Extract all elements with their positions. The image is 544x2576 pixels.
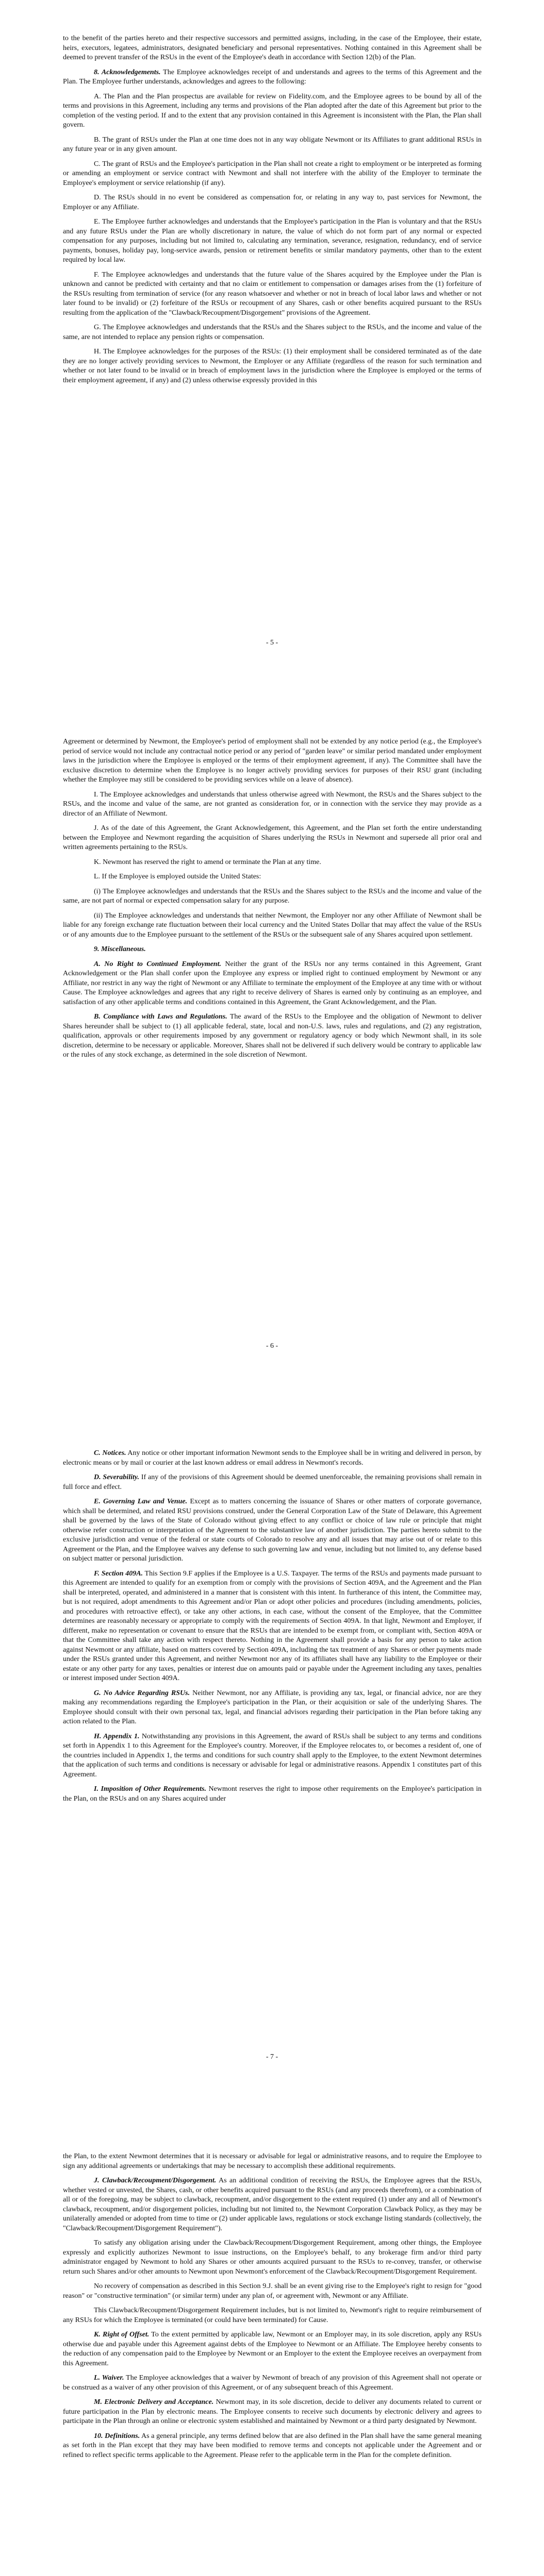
paragraph-8h: H. The Employee acknowledges for the purposes of the RSUs: (1) their employment shall be considered terminated as of the date they are no longer actively providing services to Newmont, the Employer or any Affiliate (regardless of the reason for such termination and whether or not later found to be invalid or in breach of employment laws in the jurisdiction where the Employee is employed or the terms of their employment agreement, if any) and (2) unless otherwise expressly provided in this [63,348,482,384]
section-9-miscellaneous: 9. Miscellaneous. [94,945,146,953]
page-6 [0,703,544,1406]
paragraph-9m: M. Electronic Delivery and Acceptance. Newmont may, in its sole discretion, decide to deliver any documents related to current or future participation in the Plan by electronic means. The Employee consents to receive such documents by electronic delivery and agrees to participate in the Plan through an online or electronic system established and maintained by Newmont or a third party designated by Newmont. [63,2398,482,2425]
paragraph-8b: B. The grant of RSUs under the Plan at one time does not in any way obligate Newmont or its Affiliates to grant additional RSUs in any future year or in any given amount. [63,135,482,153]
paragraph: This Clawback/Recoupment/Disgorgement Requirement includes, but is not limited to, Newmont's right to require reimbursement of any RSUs for which the Employee is terminated (or could have been terminated) for Cause. [63,2307,482,2324]
paragraph-9a: A. No Right to Continued Employment. Neither the grant of the RSUs nor any terms contained in this Agreement, Grant Acknowledgement or the Plan shall confer upon the Employee any express or implied right to continued employment by Newmont or any Affiliate, nor restrict in any way the right of Newmont or any Affiliate to terminate the employment of the Employee at any time with or without Cause. The Employee acknowledges and agrees that any right to receive delivery of Shares is earned only by continuing as an employee, and satisfaction of any other applicable terms and conditions contained in this Agreement, the Grant Acknowledgement, and the Plan. [63,960,482,1006]
page-body [63,1449,482,1809]
paragraph-9b: B. Compliance with Laws and Regulations. The award of the RSUs to the Employee and the obligation of Newmont to deliver Shares hereunder shall be subject to (1) all applicable federal, state, local and non-U.S. laws, rules and regulations, and (2) any registration, qualification, approvals or other requirements imposed by any government or regulatory agency or body which Newmont shall, in its sole discretion, determine to be necessary or applicable. Moreover, Shares shall not be delivered if such delivery would be contrary to applicable law or the rules of any stock exchange, as determined in the sole discretion of Newmont. [63,1013,482,1059]
paragraph-8a: A. The Plan and the Plan prospectus are available for review on Fidelity.com, and the Employee agrees to be bound by all of the terms and provisions in this Agreement, including any terms and provisions of the Plan adopted after the date of this Agreement but prior to the completion of the vesting period. If and to the extent that any provision contained in this Agreement is inconsistent with the Plan, the Plan shall govern. [63,92,482,129]
paragraph-9f: F. Section 409A. This Section 9.F applies if the Employee is a U.S. Taxpayer. The terms of the RSUs and payments made pursuant to this Agreement are intended to qualify for an exemption from or comply with the provisions of Section 409A, and the Agreement and the Plan shall be interpreted, operated, and administered in a manner that is consistent with this intent. In furtherance of this intent, the Committee may, but is not required, adopt amendments to this Agreement and/or Plan or adopt other policies and procedures (including amendments, policies, and procedures with retroactive effect), or take any other actions, in each case, without the consent of the Employee, that the Committee determines are reasonably necessary or appropriate to comply with the requirements of Section 409A. In that light, Newmont and Employer, if different, make no representation or covenant to ensure that the RSUs that are intended to be exempt from, or compliant with, Section 409A or that the Committee shall take any action with respect thereto. Nothing in the Agreement shall provide a basis for any person to take action against Newmont or any affiliate, based on matters covered by Section 409A, including the tax treatment of any Shares or other payments made under the RSUs granted under this Agreement, and neither Newmont nor any of its affiliates shall have any liability to the Employee or their estate or any other party for any taxes, penalties or interest due on amounts paid or payable under the Agreement including any taxes, penalties or interest imposed under Section 409A. [63,1569,482,1682]
paragraph: Agreement or determined by Newmont, the Employee's period of employment shall not be extended by any notice period (e.g., the Employee's period of service would not include any contractual notice period or any period of "garden leave" or similar period mandated under employment laws in the jurisdiction where the Employee is employed or the terms of their employment agreement, if any). The Committee shall have the exclusive discretion to determine when the Employee is no longer actively providing services for purposes of their RSU grant (including whether the Employee may still be considered to be providing services while on a leave of absence). [63,738,482,784]
page-7 [0,1406,544,2110]
paragraph: To satisfy any obligation arising under the Clawback/Recoupment/Disgorgement Requirement, among other things, the Employee expressly and explicitly authorizes Newmont to issue instructions, on the Employee's behalf, to any brokerage firm and/or third party administrator engaged by Newmont to hold any Shares or other amounts acquired pursuant to the RSUs to re-convey, transfer, or otherwise return such Shares and/or other amounts to Newmont upon Newmont's enforcement of the Clawback/Recoupment/Disgorgement Requirement. [63,2239,482,2276]
paragraph-8e: E. The Employee further acknowledges and understands that the Employee's participation in the Plan is voluntary and that the RSUs and any future RSUs under the Plan are wholly discretionary in nature, the value of which do not form part of any normal or expected compensation for any purposes, including but not limited to, calculating any termination, severance, resignation, redundancy, end of service payments, bonuses, holiday pay, long-service awards, pension or retirement benefits or similar mandatory payments, other than to the extent required by local law. [63,218,482,264]
page-8 [0,2110,544,2576]
paragraph: the Plan, to the extent Newmont determines that it is necessary or advisable for legal or administrative reasons, and to require the Employee to sign any additional agreements or undertakings that may be necessary to accomplish these additional requirements. [63,2153,482,2170]
paragraph-8l: L. If the Employee is employed outside the United States: [94,873,261,880]
paragraph-8l-i: (i) The Employee acknowledges and understands that the RSUs and the Shares subject to the RSUs and the income and value of the same, are not part of normal or expected compensation salary for any purpose. [63,887,482,905]
page-body [63,2152,482,2465]
page-body [63,34,482,391]
page-body [63,737,482,1065]
paragraph-9d: D. Severability. If any of the provisions of this Agreement should be deemed unenforceable, the remaining provisions shall remain in full force and effect. [63,1473,482,1491]
page-number: - 5 - [266,639,278,647]
paragraph-9l: L. Waiver. The Employee acknowledges that a waiver by Newmont of breach of any provision of this Agreement shall not operate or be construed as a waiver of any other provision of this Agreement, or of any subsequent breach of this Agreement. [63,2374,482,2392]
paragraph-9g: G. No Advice Regarding RSUs. Neither Newmont, nor any Affiliate, is providing any tax, legal, or financial advice, nor are they making any recommendations regarding the Employee's participation in the Plan, or their acquisition or sale of the underlying Shares. The Employee should consult with their own personal tax, legal, and financial advisors regarding their participation in the Plan before taking any action related to the Plan. [63,1689,482,1725]
section-8-acknowledgements: 8. Acknowledgements. The Employee acknowledges receipt of and understands and agrees to the terms of this Agreement and the Plan. The Employee further understands, acknowledges and agrees to the following: [63,68,482,86]
paragraph-8g: G. The Employee acknowledges and understands that the RSUs and the Shares subject to the RSUs, and the income and value of the same, are not intended to replace any pension rights or compensation. [63,324,482,341]
paragraph-9h: H. Appendix 1. Notwithstanding any provisions in this Agreement, the award of RSUs shall be subject to any terms and conditions set forth in Appendix 1 to this Agreement for the Employee's country. Moreover, if the Employee relocates to, or becomes a resident of, one of the countries included in Appendix 1, the terms and conditions for such country shall apply to the Employee, to the extent Newmont determines that the application of such terms and conditions is necessary or advisable for legal or administrative reasons. Appendix 1 constitutes part of this Agreement. [63,1732,482,1778]
paragraph-9k: K. Right of Offset. To the extent permitted by applicable law, Newmont or an Employer may, in its sole discretion, apply any RSUs otherwise due and payable under this Agreement against debts of the Employee to Newmont or an Affiliate. The Employee hereby consents to the reduction of any compensation paid to the Employee by Newmont or an Employer to the extent the Employee receives an overpayment from this Agreement. [63,2331,482,2367]
paragraph-8d: D. The RSUs should in no event be considered as compensation for, or relating in any way to, past services for Newmont, the Employer or any Affiliate. [63,194,482,211]
paragraph-8c: C. The grant of RSUs and the Employee's participation in the Plan shall not create a right to employment or be interpreted as forming or amending an employment or service contract with Newmont and shall not interfere with the ability of the Employer to terminate the Employee's employment or service relationship (if any). [63,160,482,187]
paragraph-9c: C. Notices. Any notice or other important information Newmont sends to the Employee shall be in writing and delivered in person, by electronic means or by mail or courier at the last known address or email address in Newmont's records. [63,1449,482,1467]
paragraph-9e: E. Governing Law and Venue. Except as to matters concerning the issuance of Shares or other matters of corporate governance, which shall be determined, and related RSU provisions construed, under the General Corporation Law of the State of Delaware, this Agreement shall be governed by the laws of the State of Colorado without giving effect to any conflict or choice of law rule or principle that might otherwise refer construction or interpretation of the Agreement to the substantive law of another jurisdiction. The parties hereto submit to the exclusive jurisdiction and venue of the federal or state courts of Colorado to resolve any and all issues that may arise out of or relate to this Agreement or the Plan, and the Employee waives any defense to such governing law and venue, including but not limited to, any defense based on subject matter or personal jurisdiction. [63,1498,482,1563]
paragraph: to the benefit of the parties hereto and their respective successors and permitted assigns, including, in the case of the Employee, their estate, heirs, executors, legatees, administrators, designated beneficiary and personal representatives. Nothing contained in this Agreement shall be deemed to prevent transfer of the RSUs in the event of the Employee's death in accordance with Section 12(b) of the Plan. [63,35,482,61]
paragraph-8j: J. As of the date of this Agreement, the Grant Acknowledgement, this Agreement, and the Plan set forth the entire understanding between the Employee and Newmont regarding the acquisition of Shares underlying the RSUs in Newmont and supersede all prior oral and written agreements pertaining to the RSUs. [63,824,482,851]
paragraph-8l-ii: (ii) The Employee acknowledges and understands that neither Newmont, the Employer nor any other Affiliate of Newmont shall be liable for any foreign exchange rate fluctuation between their local currency and the United States Dollar that may affect the value of the RSUs or of any amounts due to the Employee pursuant to the settlement of the RSUs or the subsequent sale of any Shares acquired upon settlement. [63,911,482,939]
page-5 [0,0,544,703]
paragraph-8i: I. The Employee acknowledges and understands that unless otherwise agreed with Newmont, the RSUs and the Shares subject to the RSUs, and the income and value of the same, are not granted as consideration for, or in connection with the service they may provide as a director of an Affiliate of Newmont. [63,790,482,818]
paragraph-8k: K. Newmont has reserved the right to amend or terminate the Plan at any time. [94,858,321,866]
paragraph-9j: J. Clawback/Recoupment/Disgorgement. As an additional condition of receiving the RSUs, the Employee agrees that the RSUs, whether vested or unvested, the Shares, cash, or other benefits acquired pursuant to the RSUs (and any proceeds therefrom), or a combination of all or of the foregoing, may be subject to clawback, recoupment, and/or disgorgement to the extent required (1) under any and all of Newmont's clawback, recoupment, and/or disgorgement policies, including but not limited to, the Newmont Corporation Clawback Policy, as they may be unilaterally amended or adopted from time to time or (2) under applicable laws, regulations or stock exchange listing standards (collectively, the "Clawback/Recoupment/Disgorgement Requirement"). [63,2177,482,2232]
page-number: - 6 - [266,1342,278,1350]
page-number: - 7 - [266,2053,278,2061]
paragraph-9i: I. Imposition of Other Requirements. Newmont reserves the right to impose other requirements on the Employee's participation in the Plan, on the RSUs and on any Shares acquired under [63,1785,482,1803]
paragraph: No recovery of compensation as described in this Section 9.J. shall be an event giving rise to the Employee's right to resign for "good reason" or "constructive termination" (or similar term) under any plan of, or agreement with, Newmont or any Affiliate. [63,2282,482,2300]
section-10-definitions: 10. Definitions. As a general principle, any terms defined below that are also defined in the Plan shall have the same general meaning as set forth in the Plan except that they may have been modified to remove terms and concepts not applicable under the Agreement and or refined to reflect specific terms applicable to the Agreement. Please refer to the applicable term in the Plan for the complete definition. [63,2432,482,2459]
paragraph-8f: F. The Employee acknowledges and understands that the future value of the Shares acquired by the Employee under the Plan is unknown and cannot be predicted with certainty and that no claim or entitlement to compensation or damages arises from the (1) forfeiture of the RSUs resulting from termination of service (for any reason whatsoever and whether or not in breach of local labor laws and whether or not later found to be invalid) or (2) forfeiture of the RSUs or recoupment of any Shares, cash or other benefits acquired pursuant to the RSUs resulting from the application of the "Clawback/Recoupment/Disgorgement" provisions of the Agreement. [63,270,482,317]
